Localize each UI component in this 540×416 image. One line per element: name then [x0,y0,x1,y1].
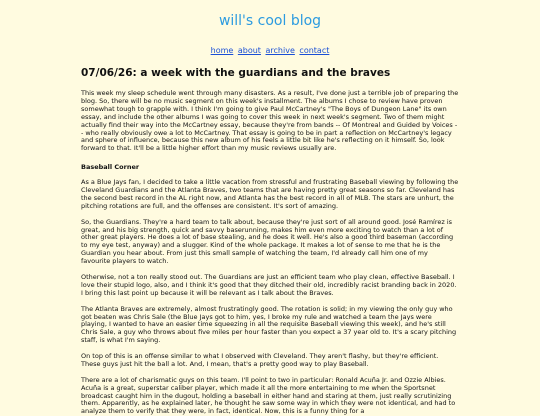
main-nav [0,45,540,56]
nav-link-archive[interactable]: archive [265,46,295,55]
nav-link-about[interactable]: about [237,46,261,55]
site-title: will's cool blog [218,13,322,29]
post-paragraph: Otherwise, not a ton really stood out. The Guardians are just an efficient team who play clean, effective Baseball. I love their stupid logo, also, and I think it's good that they ditched their old, incredibly racist branding back in 2020. I bring this last point up because it will be relevant as I talk about the Braves. [81,272,457,297]
post-intro: This week my sleep schedule went through many disasters. As a result, I've done just a terrible job of preparing the blog. So, there will be no music segment on this week's installment. The albums I chose to review have proven somewhat tough to grapple with. I think I'm going to give Paul McCartney's "The Boys of Dungeon Lane" its own essay, and include the other albums I was going to cover this week in next week's segment. Two of them might actually find their way into the McCartney essay, because they're from bands -- Of Montreal and Guided by Voices -- who really obviously owe a lot to McCartney. That essay is going to be in part a reflection on McCartney's legacy and sphere of influence, because this new album of his feels a little bit like he's reflecting on it himself. So, look forward to that. It'll be a little higher effort than my music reviews usually are. [81,89,459,153]
post-paragraph: On top of this is an offense similar to what I observed with Cleveland. They aren't flashy, but they're efficient. These guys just hit the ball a lot. And, I mean, that's a pretty good way to play Baseball. [81,352,439,368]
post-content [0,66,540,416]
section-heading: Baseball Corner [81,163,140,172]
nav-link-home[interactable]: home [210,46,234,55]
post-paragraph: There are a lot of charismatic guys on this team. I'll point to two in particular: Ronald Acuña Jr. and Ozzie Albies. Acuña is a great, superstar caliber player, which made it all the more entertaining to me when the Sportsnet broadcast caught him in the dugout, holding a baseball in either hand and staring at them, just really scrutinizing them. Apparently, as he explained later, he thought he saw some way in which they were not identical, and had to analyze them to verify that they were, in fact, identical. Now, this is a funny thing for a [81,375,456,416]
nav-link-contact[interactable]: contact [299,46,330,55]
post-paragraph: As a Blue Jays fan, I decided to take a little vacation from stressful and frustrating Baseball viewing by following the Cleveland Guardians and the Atlanta Braves, two teams that are having pretty great seasons so far. Cleveland has the second best record in the AL right now, and Atlanta has the best record in all of MLB. The stars are unhurt, the pitching rotations are full, and the offenses are consistent. It's sort of amazing. [81,178,459,210]
post-paragraph: So, the Guardians. They're a hard team to talk about, because they're just sort of all around good. José Ramírez is great, and his big strength, quick and savvy baserunning, makes him even more exciting to watch than a lot of other great players. He does a lot of base stealing, and he does it well. He's also a good third baseman (according to my eye test, anyway) and a slugger. Kind of the whole package. It makes a lot of sense to me that he is the Guardian you hear about. From just this small sample of watching the team, I'd already call him one of my favourite players to watch. [81,217,454,266]
post-title: 07/06/26: a week with the guardians and the braves [81,67,391,79]
post-paragraph: The Atlanta Braves are extremely, almost frustratingly good. The rotation is solid; in my viewing the only guy who got beaten was Chris Sale (the Blue Jays got to him, yes, I broke my rule and watched a team the Jays were playing, I wanted to have an easier time squeezing in all the requisite Baseball viewing this week), and he's still Chris Sale, a guy who throws about five miles per hour faster than you expect a 37 year old to. It's a scary pitching staff, is what I'm saying. [81,304,457,345]
